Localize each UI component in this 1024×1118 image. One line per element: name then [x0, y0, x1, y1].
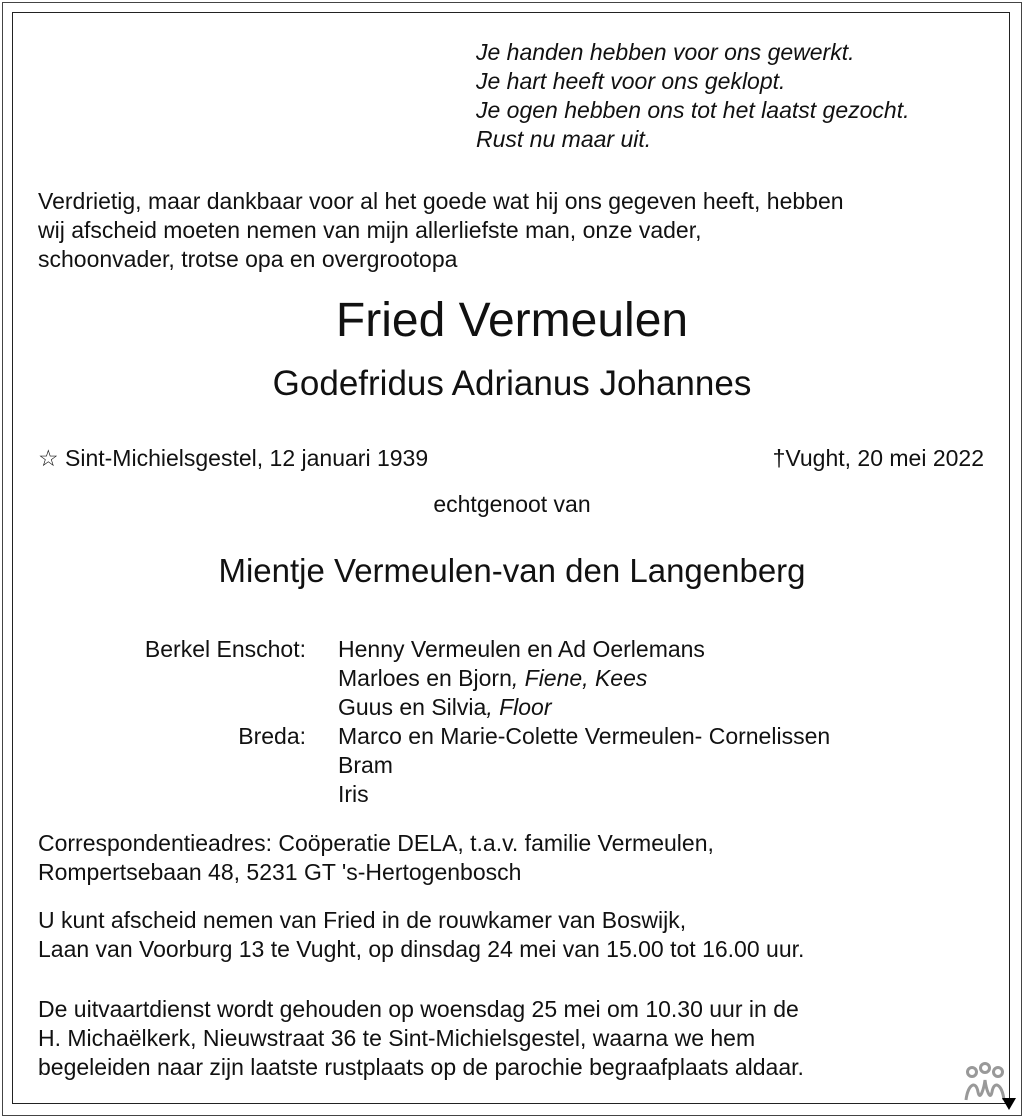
family-members [338, 722, 830, 751]
family-members [338, 635, 705, 664]
address-line: Correspondentieadres: Coöperatie DELA, t.a.v. familie Vermeulen, [38, 830, 714, 856]
service-line: H. Michaëlkerk, Nieuwstraat 36 te Sint-Michielsgestel, waarna we hem [38, 1025, 756, 1051]
star-icon: ☆ [38, 445, 59, 471]
spouse-label: echtgenoot van [433, 491, 591, 517]
correspondence-address [38, 829, 714, 887]
family-members [338, 664, 647, 693]
family-names: Marco en Marie-Colette Vermeulen- Cornelissen [338, 723, 831, 749]
poem [476, 38, 910, 154]
death-text: Vught, 20 mei 2022 [785, 445, 984, 471]
family-names: Marloes en Bjorn [338, 665, 512, 691]
poem-line: Rust nu maar uit. [476, 126, 652, 152]
family-kids: , Fiene, Kees [511, 665, 648, 691]
family-members [338, 693, 552, 722]
cross-icon: † [772, 445, 786, 471]
family-list [0, 635, 1024, 809]
intro-line: schoonvader, trotse opa en overgrootopa [38, 246, 458, 272]
family-members [338, 751, 393, 780]
death-info [773, 444, 984, 473]
deceased-name: Fried Vermeulen [335, 294, 689, 347]
service-line: begeleiden naar zijn laatste rustplaats op de parochie begraafplaats aldaar. [38, 1054, 804, 1080]
birth-info [38, 444, 428, 473]
family-names: Bram [338, 752, 393, 778]
visitation-line: U kunt afscheid nemen van Fried in de rouwkamer van Boswijk, [38, 907, 687, 933]
family-names: Guus en Silvia [338, 694, 487, 720]
service-line: De uitvaartdienst wordt gehouden op woensdag 25 mei om 10.30 uur in de [38, 996, 799, 1022]
family-names: Iris [338, 781, 369, 807]
service-info [38, 995, 804, 1082]
family-place: Berkel Enschot: [144, 636, 306, 662]
family-row [0, 751, 1024, 780]
family-members [338, 780, 369, 809]
family-row [0, 780, 1024, 809]
family-row [0, 693, 1024, 722]
intro-line: Verdrietig, maar dankbaar voor al het goede wat hij ons gegeven heeft, hebben [38, 188, 844, 214]
intro-line: wij afscheid moeten nemen van mijn allerliefste man, onze vader, [38, 217, 702, 243]
family-row [0, 664, 1024, 693]
address-line: Rompertsebaan 48, 5231 GT 's-Hertogenbosch [38, 859, 522, 885]
spouse-name: Mientje Vermeulen-van den Langenberg [218, 552, 806, 589]
family-row [0, 722, 1024, 751]
birth-text: Sint-Michielsgestel, 12 januari 1939 [65, 445, 429, 471]
given-names: Godefridus Adrianus Johannes [272, 364, 752, 403]
poem-line: Je handen hebben voor ons gewerkt. [476, 39, 855, 65]
visitation-line: Laan van Voorburg 13 te Vught, op dinsdag 24 mei van 15.00 tot 16.00 uur. [38, 936, 805, 962]
family-row [0, 635, 1024, 664]
poem-line: Je ogen hebben ons tot het laatst gezocht. [476, 97, 910, 123]
family-kids: , Floor [486, 694, 552, 720]
poem-line: Je hart heeft voor ons geklopt. [476, 68, 786, 94]
family-names: Henny Vermeulen en Ad Oerlemans [338, 636, 705, 662]
family-place: Breda: [238, 723, 306, 749]
intro-text [38, 187, 844, 274]
visitation-info [38, 906, 804, 964]
scroll-down-arrow-icon[interactable] [1002, 1098, 1016, 1110]
people-logo-icon [962, 1062, 1008, 1102]
